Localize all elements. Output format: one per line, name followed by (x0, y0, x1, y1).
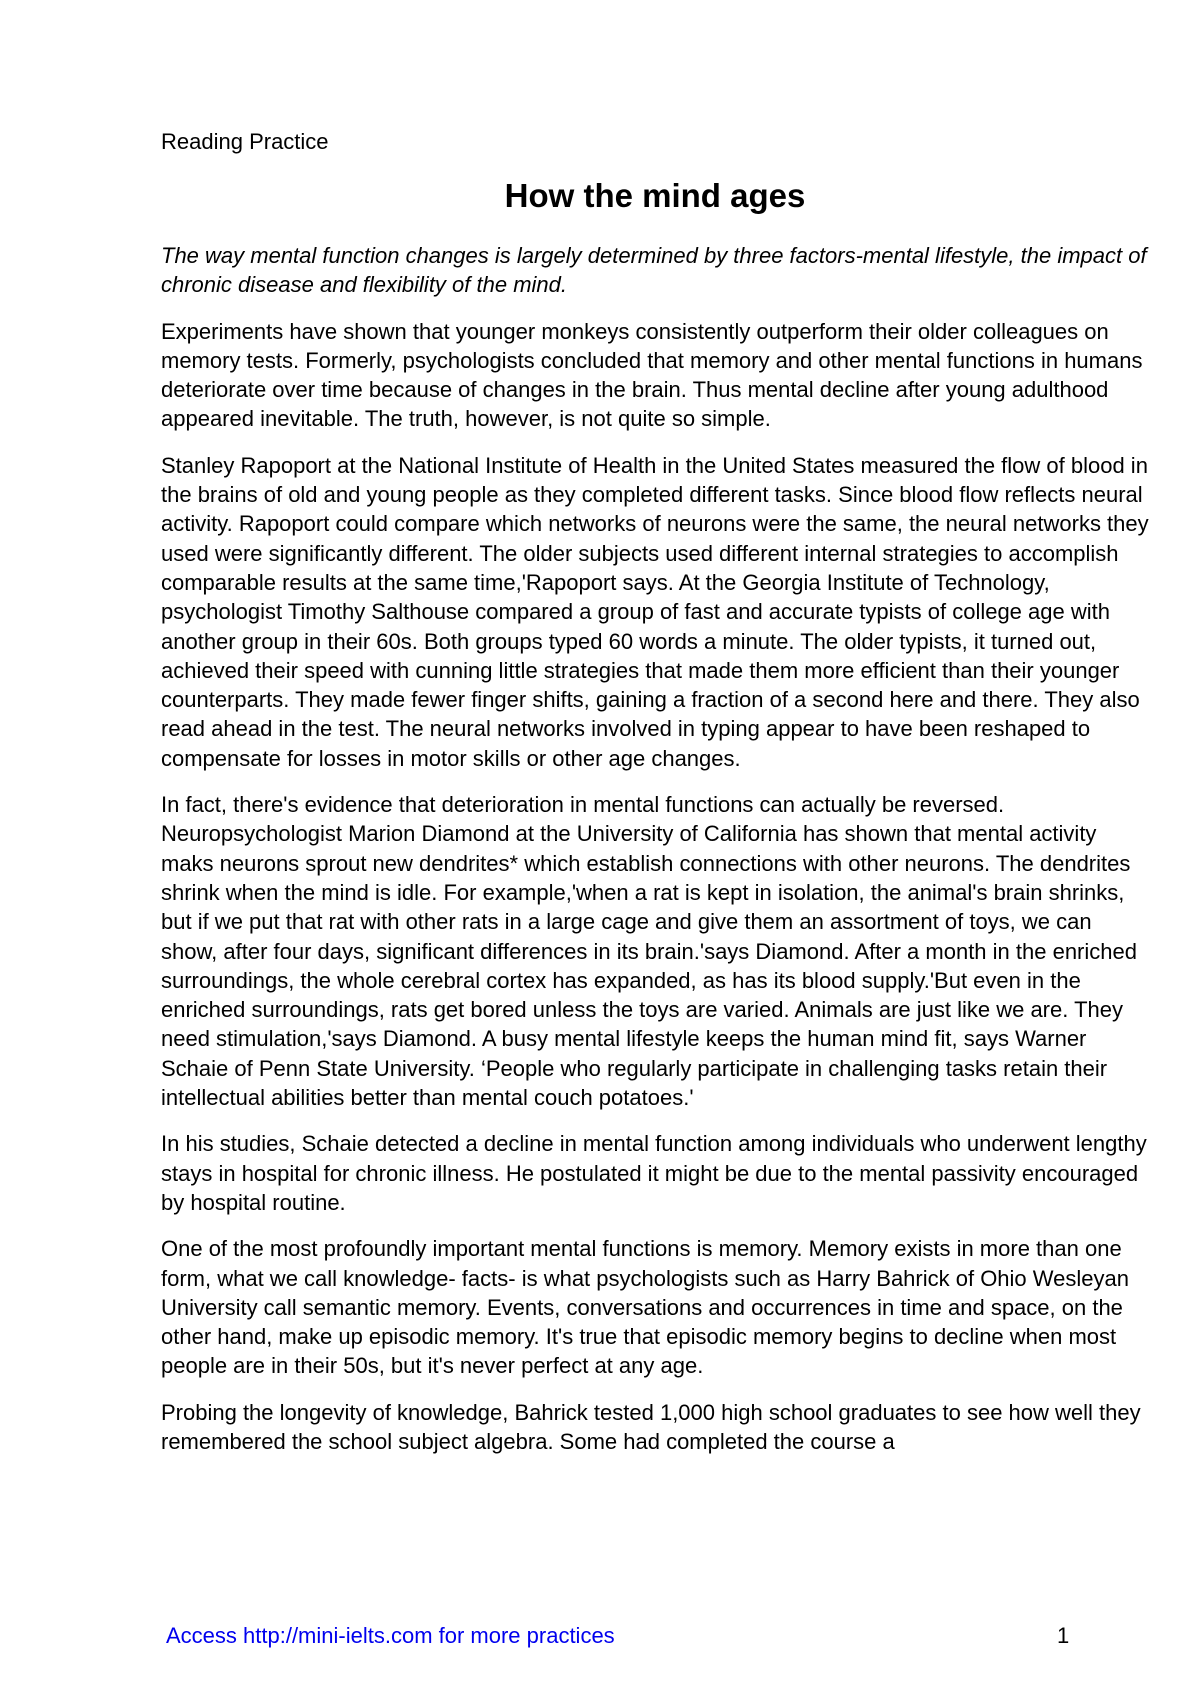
page-number: 1 (1057, 1623, 1070, 1648)
header-label: Reading Practice (161, 129, 329, 154)
paragraph-5: One of the most profoundly important mental functions is memory. Memory exists in more than one form, what we call knowledge- facts- is what psychologists such as Harry Bahrick of Ohio Wesleyan University call semantic memory. Events, conversations and occurrences in time and space, on the other hand, make up episodic memory. It's true that episodic memory begins to decline when most people are in their 50s, but it's never perfect at any age. (161, 1236, 1129, 1379)
article-subtitle: The way mental function changes is largely determined by three factors-mental lifestyle, the impact of chronic disease and flexibility of the mind. (161, 243, 1147, 298)
paragraph-4: In his studies, Schaie detected a decline in mental function among individuals who underwent lengthy stays in hospital for chronic illness. He postulated it might be due to the mental passivity encouraged by hospital routine. (161, 1131, 1147, 1215)
paragraph-3: In fact, there's evidence that deterioration in mental functions can actually be reversed. Neuropsychologist Marion Diamond at the University of California has shown that mental activity maks neurons sprout new dendrites* which establish connections with other neurons. The dendrites shrink when the mind is idle. For example,'when a rat is kept in isolation, the animal's brain shrinks, but if we put that rat with other rats in a large cage and give them an assortment of toys, we can show, after four days, significant differences in its brain.'says Diamond. After a month in the enriched surroundings, the whole cerebral cortex has expanded, as has its blood supply.'But even in the enriched surroundings, rats get bored unless the toys are varied. Animals are just like we are. They need stimulation,'says Diamond. A busy mental lifestyle keeps the human mind fit, says Warner Schaie of Penn State University. ‘People who regularly participate in challenging tasks retain their intellectual abilities better than mental couch potatoes.' (161, 792, 1137, 1111)
paragraph-6: Probing the longevity of knowledge, Bahrick tested 1,000 high school graduates to see how well they remembered the school subject algebra. Some had completed the course a (161, 1399, 1141, 1454)
paragraph-2: Stanley Rapoport at the National Institute of Health in the United States measured the flow of blood in the brains of old and young people as they completed different tasks. Since blood flow reflects neural activity. Rapoport could compare which networks of neurons were the same, the neural networks they used were significantly different. The older subjects used different internal strategies to accomplish comparable results at the same time,'Rapoport says. At the Georgia Institute of Technology, psychologist Timothy Salthouse compared a group of fast and accurate typists of college age with another group in their 60s. Both groups typed 60 words a minute. The older typists, it turned out, achieved their speed with cunning little strategies that made them more efficient than their younger counterparts. They made fewer finger shifts, gaining a fraction of a second here and there. They also read ahead in the test. The neural networks involved in typing appear to have been reshaped to compensate for losses in motor skills or other age changes. (161, 452, 1149, 771)
paragraph-1: Experiments have shown that younger monkeys consistently outperform their older colleagues on memory tests. Formerly, psychologists concluded that memory and other mental functions in humans deteriorate over time because of changes in the brain. Thus mental decline after young adulthood appeared inevitable. The truth, however, is not quite so simple. (161, 318, 1143, 432)
article-title: How the mind ages (504, 177, 806, 214)
footer-practice-link[interactable]: Access http://mini-ielts.com for more practices (166, 1623, 615, 1648)
article-body (161, 241, 1151, 1473)
